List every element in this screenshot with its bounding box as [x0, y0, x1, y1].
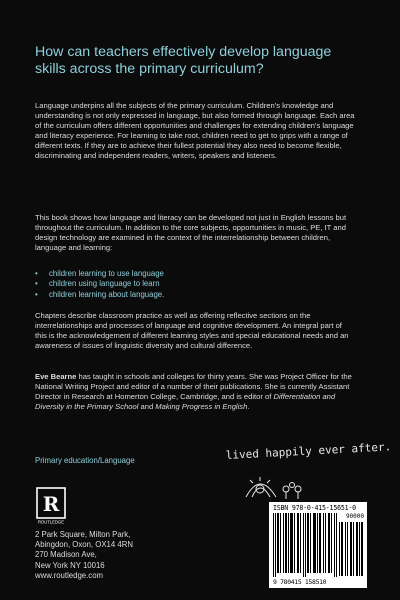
barcode-digits: 9 780415 158510 — [273, 578, 327, 586]
address-line: www.routledge.com — [35, 570, 104, 580]
chapters-paragraph: Chapters describe classroom practice as well as offering reflective sections on the interrelationships and processes of language and cognitive development. An integral part of this is the acknowledgement of different learning styles and special educational needs and an awareness of issues of linguistic diversity and cultural difference. — [35, 311, 349, 351]
bio-text: . — [247, 402, 250, 412]
address-line: New York NY 10016 — [35, 560, 105, 570]
bullet-item: • children learning to use language — [35, 269, 164, 279]
bio-text: and — [138, 402, 156, 412]
bullet-item: • children learning about language. — [35, 290, 164, 300]
author-bio — [35, 372, 355, 412]
author-name: Eve Bearne — [35, 372, 77, 381]
learning-bullets — [35, 269, 164, 300]
address-line: 270 Madison Ave, — [35, 550, 97, 560]
intro-paragraph: Language underpins all the subjects of the primary curriculum. Children's knowledge and understanding is not only expressed in language, but also formed through language. Each area of the curriculum offers different opportunities and challenges for extending children's language and literacy experience. For learning to take root, children need to get to grips with a range of different texts. If they are to achieve their fullest potential they also need to become flexible, discriminating and independent readers, writers, speakers and listeners. — [35, 101, 355, 161]
barcode-panel — [269, 502, 367, 588]
bio-text: has taught in schools and colleges for thirty years. She was Project Officer for the National Writing Project and editor of a number of their publications. She is currently Assistant Director in Research at Homerton College, Cambridge, and is editor of — [35, 372, 352, 402]
address-line: 2 Park Square, Milton Park, — [35, 530, 131, 539]
book-title-1: Differentiation and Diversity in the Primary School — [35, 392, 336, 412]
barcode-icon — [273, 513, 337, 577]
routledge-logo — [36, 487, 66, 525]
publisher-address — [35, 530, 133, 581]
subject-category: Primary education/Language — [35, 456, 135, 465]
handwritten-text: lived happily ever after. — [225, 440, 392, 462]
description-paragraph: This book shows how language and literacy can be developed not just in English lessons but throughout the curriculum. In addition to the core subjects, opportunities in music, PE, IT and design technology are examined in the context of the interrelationship between children, language and learning: — [35, 213, 347, 253]
rainbow-sun-icon — [246, 477, 276, 497]
handwritten-doodle — [222, 440, 392, 501]
book-title-2: Making Progress in English — [155, 402, 248, 412]
flower-icon — [283, 483, 301, 500]
price-code: 90000 — [345, 513, 364, 520]
addon-barcode-icon — [339, 522, 363, 576]
logo-wordmark: ROUTLEDGE — [37, 519, 65, 525]
address-line: Abingdon, Oxon, OX14 4RN — [35, 540, 133, 550]
svg-text:R: R — [42, 492, 60, 516]
headline: How can teachers effectively develop language skills across the primary curriculum? — [35, 44, 332, 77]
isbn-label: ISBN 978-0-415-15651-0 — [273, 504, 356, 512]
bullet-item: • children using language to learn — [35, 279, 164, 289]
